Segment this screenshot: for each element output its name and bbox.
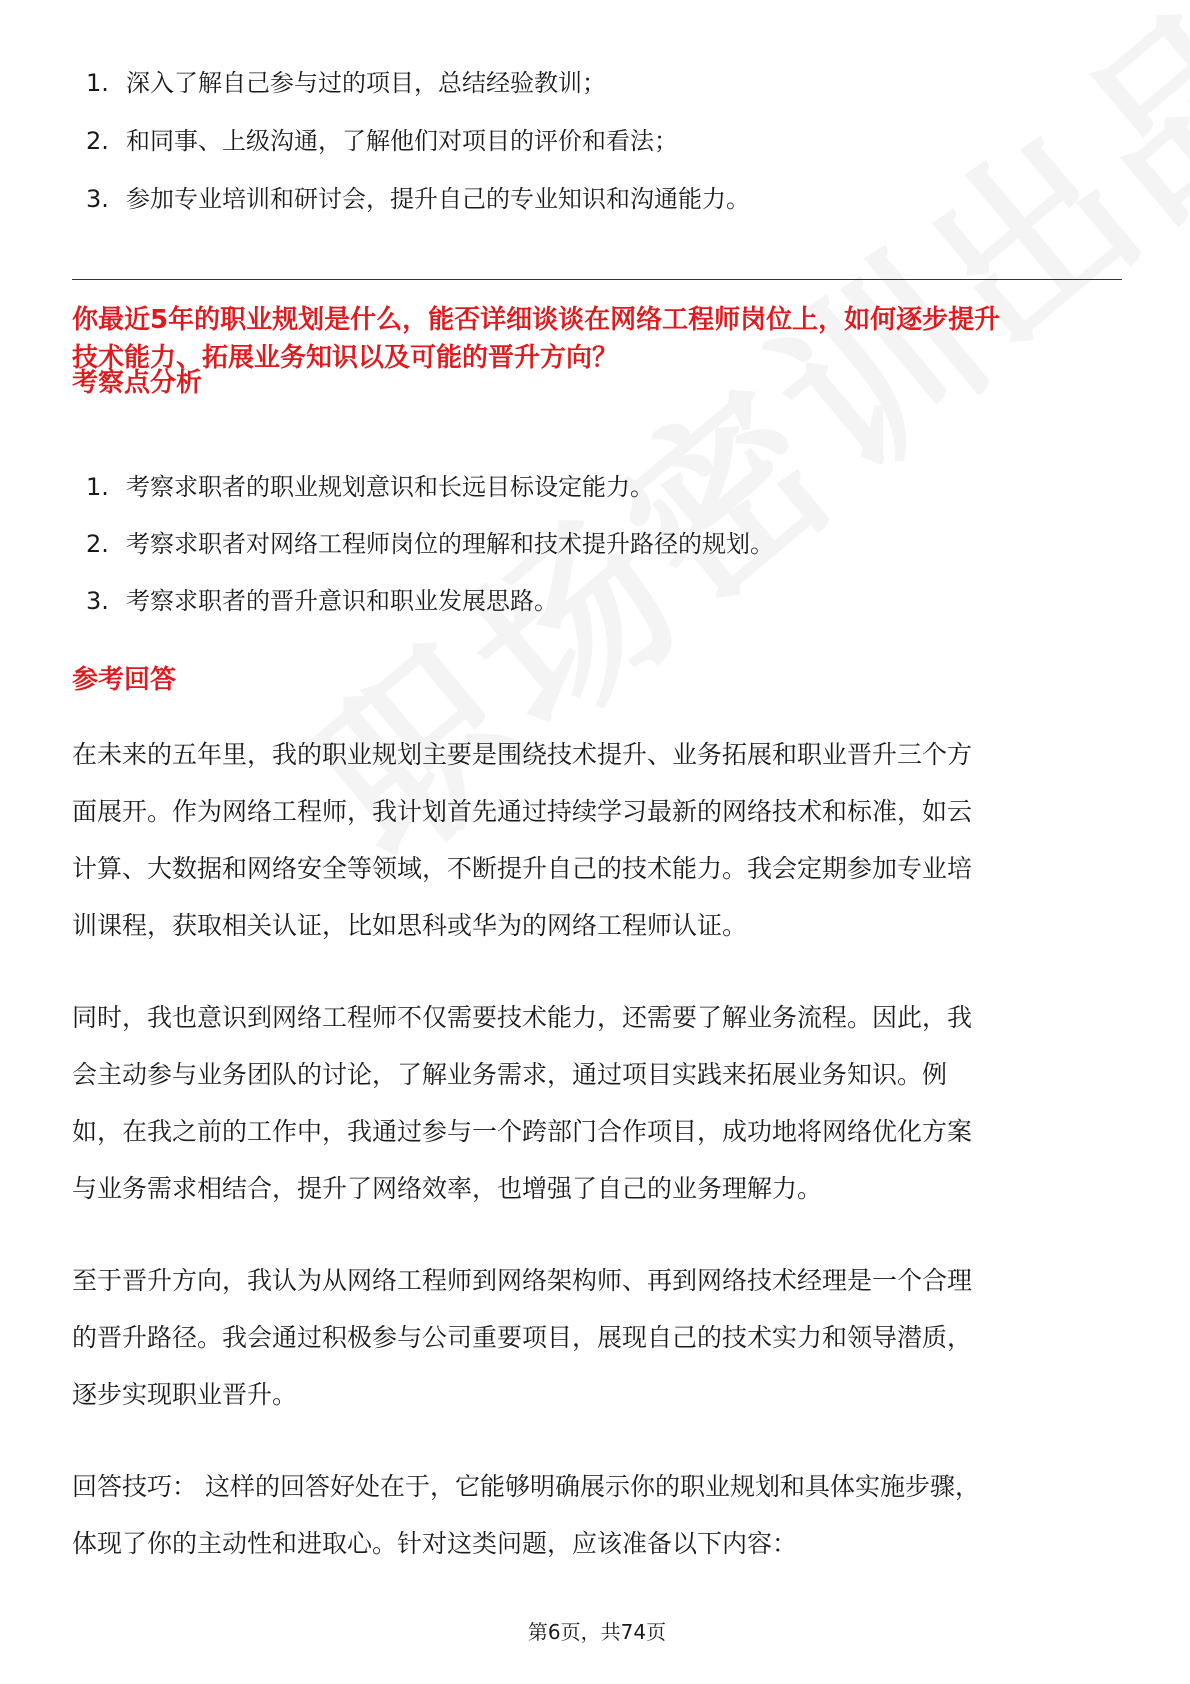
list-text: 和同事、上级沟通，了解他们对项目的评价和看法； xyxy=(126,127,678,155)
paragraph-line: 至于晋升方向，我认为从网络工程师到网络架构师、再到网络技术经理是一个合理 xyxy=(72,1266,973,1295)
paragraph-line: 逐步实现职业晋升。 xyxy=(72,1380,298,1409)
list-number: 3. xyxy=(86,587,109,615)
list-text: 深入了解自己参与过的项目，总结经验教训； xyxy=(126,69,606,97)
paragraph-line: 面展开。作为网络工程师，我计划首先通过持续学习最新的网络技术和标准，如云 xyxy=(72,797,973,826)
list-number: 2. xyxy=(86,127,109,155)
analysis-title: 考察点分析 xyxy=(72,368,203,398)
answer-paragraph xyxy=(72,1252,1122,1423)
list-number: 3. xyxy=(86,185,109,213)
paragraph-line: 计算、大数据和网络安全等领域，不断提升自己的技术能力。我会定期参加专业培 xyxy=(72,854,973,883)
paragraph-line: 体现了你的主动性和进取心。针对这类问题，应该准备以下内容： xyxy=(72,1529,798,1558)
paragraph-line: 训课程，获取相关认证，比如思科或华为的网络工程师认证。 xyxy=(72,911,748,940)
question-line: 技术能力、拓展业务知识以及可能的晋升方向？ xyxy=(72,343,619,373)
list-item xyxy=(72,183,750,215)
list-text: 参加专业培训和研讨会，提升自己的专业知识和沟通能力。 xyxy=(126,185,750,213)
top-list xyxy=(72,67,750,241)
document-page xyxy=(72,0,1122,1684)
answer-paragraph xyxy=(72,726,1122,954)
analysis-list xyxy=(72,471,774,642)
paragraph-line: 同时，我也意识到网络工程师不仅需要技术能力，还需要了解业务流程。因此，我 xyxy=(72,1003,973,1032)
list-item xyxy=(72,585,774,617)
answer-title: 参考回答 xyxy=(72,665,177,695)
list-item xyxy=(72,471,774,503)
answer-paragraph xyxy=(72,989,1122,1217)
paragraph-line: 在未来的五年里，我的职业规划主要是围绕技术提升、业务拓展和职业晋升三个方 xyxy=(72,740,973,769)
paragraph-line: 的晋升路径。我会通过积极参与公司重要项目，展现自己的技术实力和领导潜质， xyxy=(72,1323,973,1352)
section-divider xyxy=(72,279,1122,280)
paragraph-line: 回答技巧： 这样的回答好处在于，它能够明确展示你的职业规划和具体实施步骤， xyxy=(72,1472,980,1501)
list-item xyxy=(72,67,750,99)
list-item xyxy=(72,528,774,560)
question-heading xyxy=(72,301,1122,377)
paragraph-line: 会主动参与业务团队的讨论，了解业务需求，通过项目实践来拓展业务知识。例 xyxy=(72,1060,948,1089)
question-line: 你最近5年的职业规划是什么，能否详细谈谈在网络工程师岗位上，如何逐步提升 xyxy=(72,305,1001,335)
list-number: 2. xyxy=(86,530,109,558)
answer-tips-paragraph xyxy=(72,1458,1122,1572)
paragraph-line: 如，在我之前的工作中，我通过参与一个跨部门合作项目，成功地将网络优化方案 xyxy=(72,1117,973,1146)
list-item xyxy=(72,125,750,157)
list-text: 考察求职者的晋升意识和职业发展思路。 xyxy=(126,587,558,615)
list-text: 考察求职者的职业规划意识和长远目标设定能力。 xyxy=(126,473,654,501)
paragraph-line: 与业务需求相结合，提升了网络效率，也增强了自己的业务理解力。 xyxy=(72,1174,823,1203)
list-number: 1. xyxy=(86,69,109,97)
page-number: 第6页，共74页 xyxy=(527,1620,667,1644)
list-number: 1. xyxy=(86,473,109,501)
list-text: 考察求职者对网络工程师岗位的理解和技术提升路径的规划。 xyxy=(126,530,774,558)
